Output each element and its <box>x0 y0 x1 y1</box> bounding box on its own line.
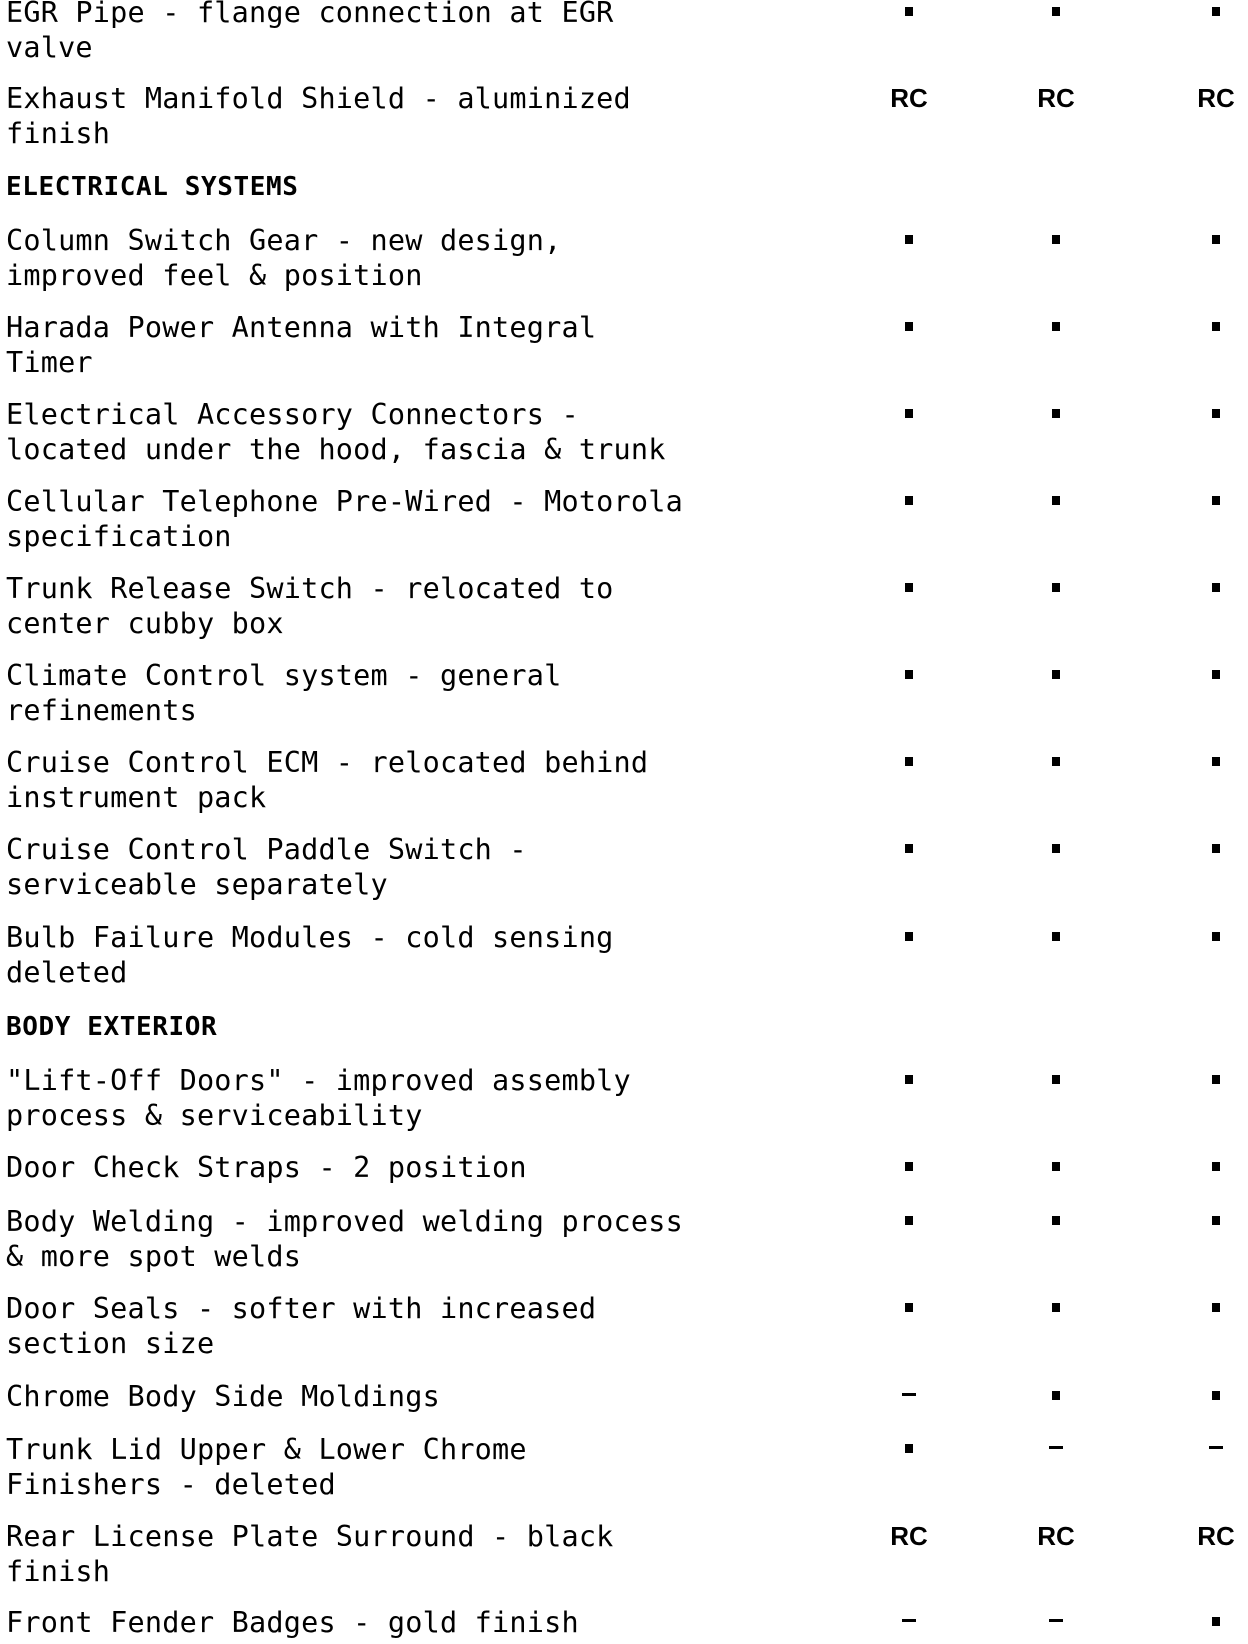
item-description <box>6 1432 806 1502</box>
description-line: Bulb Failure Modules - cold sensing <box>6 921 614 954</box>
bullet-mark <box>1052 1391 1060 1400</box>
description-line: Front Fender Badges - gold finish <box>6 1606 579 1639</box>
item-description <box>6 571 806 641</box>
status-cell <box>1026 81 1086 116</box>
description-line: specification <box>6 520 232 553</box>
description-line: Column Switch Gear - new design, <box>6 224 562 257</box>
description-line: Trunk Release Switch - relocated to <box>6 572 614 605</box>
status-cell <box>879 310 939 345</box>
description-line: located under the hood, fascia & trunk <box>6 433 666 466</box>
status-cell <box>1026 1291 1086 1326</box>
item-description <box>6 397 806 467</box>
status-cell <box>1026 1432 1086 1467</box>
bullet-mark <box>1212 1162 1220 1171</box>
bullet-mark <box>1052 409 1060 418</box>
status-cell <box>879 0 939 30</box>
description-line: Door Check Straps - 2 position <box>6 1151 527 1184</box>
bullet-mark <box>1052 1216 1060 1225</box>
status-cell <box>1026 484 1086 519</box>
bullet-mark <box>1212 670 1220 679</box>
bullet-mark <box>1212 583 1220 592</box>
description-line: refinements <box>6 694 197 727</box>
bullet-mark <box>905 496 913 505</box>
bullet-mark <box>905 409 913 418</box>
status-cell <box>1026 1379 1086 1414</box>
status-cell <box>879 1519 939 1554</box>
status-cell <box>879 1379 939 1414</box>
description-line: process & serviceability <box>6 1099 423 1132</box>
item-description <box>6 1519 806 1589</box>
bullet-mark <box>1052 932 1060 941</box>
status-cell <box>879 1432 939 1467</box>
bullet-mark <box>1212 1303 1220 1312</box>
status-cell <box>1186 920 1246 955</box>
item-description <box>6 745 806 815</box>
description-line: "Lift-Off Doors" - improved assembly <box>6 1064 631 1097</box>
status-cell <box>879 397 939 432</box>
bullet-mark <box>1052 7 1060 16</box>
description-line: deleted <box>6 956 128 989</box>
dash-mark <box>902 1619 916 1622</box>
item-description <box>6 1063 806 1133</box>
status-cell <box>1186 223 1246 258</box>
bullet-mark <box>1052 1075 1060 1084</box>
description-line: EGR Pipe - flange connection at EGR <box>6 0 614 29</box>
description-line: Cruise Control Paddle Switch - <box>6 833 527 866</box>
bullet-mark <box>1212 1216 1220 1225</box>
bullet-mark <box>905 1303 913 1312</box>
bullet-mark <box>905 1075 913 1084</box>
status-cell <box>879 223 939 258</box>
status-cell <box>1186 1519 1246 1554</box>
description-line: Chrome Body Side Moldings <box>6 1380 440 1413</box>
description-line: BODY EXTERIOR <box>6 1012 218 1042</box>
status-cell <box>1186 832 1246 867</box>
bullet-mark <box>1212 932 1220 941</box>
description-line: valve <box>6 31 93 64</box>
status-cell <box>879 484 939 519</box>
status-text: RC <box>1037 83 1075 113</box>
status-cell <box>1186 1063 1246 1098</box>
status-cell <box>1026 310 1086 345</box>
description-line: Door Seals - softer with increased <box>6 1292 597 1325</box>
status-text: RC <box>1197 83 1235 113</box>
item-description <box>6 658 806 728</box>
bullet-mark <box>905 7 913 16</box>
status-cell <box>1186 484 1246 519</box>
status-cell <box>1186 1204 1246 1239</box>
item-description <box>6 81 806 151</box>
bullet-mark <box>1052 670 1060 679</box>
status-cell <box>879 745 939 780</box>
item-description <box>6 1605 806 1640</box>
item-description <box>6 1379 806 1414</box>
description-line: section size <box>6 1327 215 1360</box>
status-cell <box>1186 1150 1246 1185</box>
status-cell <box>1026 1063 1086 1098</box>
description-line: Exhaust Manifold Shield - aluminized <box>6 82 631 115</box>
item-description <box>6 484 806 554</box>
description-line: Electrical Accessory Connectors - <box>6 398 579 431</box>
status-cell <box>879 1150 939 1185</box>
status-cell <box>1026 0 1086 30</box>
status-cell <box>1026 920 1086 955</box>
status-cell <box>879 920 939 955</box>
status-cell <box>879 1204 939 1239</box>
status-cell <box>1026 397 1086 432</box>
bullet-mark <box>1212 409 1220 418</box>
status-cell <box>879 658 939 693</box>
description-line: Rear License Plate Surround - black <box>6 1520 614 1553</box>
status-cell <box>1026 1605 1086 1640</box>
item-description <box>6 832 806 902</box>
status-text: RC <box>1037 1521 1075 1551</box>
description-line: Harada Power Antenna with Integral <box>6 311 597 344</box>
bullet-mark <box>1212 1075 1220 1084</box>
status-cell <box>1186 81 1246 116</box>
item-description <box>6 223 806 293</box>
bullet-mark <box>905 322 913 331</box>
dash-mark <box>1209 1446 1223 1449</box>
bullet-mark <box>1052 1162 1060 1171</box>
status-cell <box>1186 1605 1246 1640</box>
status-cell <box>1026 1519 1086 1554</box>
status-cell <box>1186 1291 1246 1326</box>
status-text: RC <box>890 83 928 113</box>
item-description <box>6 1291 806 1361</box>
description-line: Cellular Telephone Pre-Wired - Motorola <box>6 485 683 518</box>
status-cell <box>879 1605 939 1640</box>
status-cell <box>1186 658 1246 693</box>
description-line: center cubby box <box>6 607 284 640</box>
bullet-mark <box>905 1444 913 1453</box>
bullet-mark <box>905 583 913 592</box>
item-description <box>6 1150 806 1185</box>
item-description <box>6 920 806 990</box>
status-cell <box>879 1291 939 1326</box>
section-heading <box>6 170 806 205</box>
bullet-mark <box>905 235 913 244</box>
bullet-mark <box>1052 496 1060 505</box>
bullet-mark <box>1212 496 1220 505</box>
status-cell <box>1186 0 1246 30</box>
section-heading <box>6 1010 806 1045</box>
description-line: finish <box>6 1555 111 1588</box>
dash-mark <box>1049 1446 1063 1449</box>
bullet-mark <box>905 1162 913 1171</box>
status-cell <box>879 571 939 606</box>
bullet-mark <box>1052 235 1060 244</box>
description-line: serviceable separately <box>6 868 388 901</box>
item-description <box>6 1204 806 1274</box>
description-line: & more spot welds <box>6 1240 302 1273</box>
description-line: Cruise Control ECM - relocated behind <box>6 746 649 779</box>
description-line: Timer <box>6 346 93 379</box>
bullet-mark <box>1052 844 1060 853</box>
bullet-mark <box>1052 583 1060 592</box>
status-cell <box>1026 1204 1086 1239</box>
bullet-mark <box>1052 322 1060 331</box>
status-cell <box>1026 745 1086 780</box>
description-line: Body Welding - improved welding process <box>6 1205 683 1238</box>
status-cell <box>1026 832 1086 867</box>
description-line: instrument pack <box>6 781 267 814</box>
description-line: Trunk Lid Upper & Lower Chrome <box>6 1433 527 1466</box>
status-cell <box>1026 223 1086 258</box>
bullet-mark <box>1212 757 1220 766</box>
bullet-mark <box>1212 322 1220 331</box>
status-cell <box>1186 571 1246 606</box>
status-cell <box>1186 745 1246 780</box>
bullet-mark <box>905 1216 913 1225</box>
status-cell <box>1026 571 1086 606</box>
item-description <box>6 310 806 380</box>
description-line: Climate Control system - general <box>6 659 562 692</box>
status-cell <box>1186 1379 1246 1414</box>
status-cell <box>1026 658 1086 693</box>
bullet-mark <box>1212 235 1220 244</box>
dash-mark <box>902 1393 916 1396</box>
item-description <box>6 0 806 65</box>
status-cell <box>879 1063 939 1098</box>
bullet-mark <box>905 757 913 766</box>
status-cell <box>1026 1150 1086 1185</box>
description-line: finish <box>6 117 111 150</box>
status-cell <box>1186 310 1246 345</box>
bullet-mark <box>1212 844 1220 853</box>
bullet-mark <box>1052 757 1060 766</box>
status-text: RC <box>1197 1521 1235 1551</box>
description-line: improved feel & position <box>6 259 423 292</box>
dash-mark <box>1049 1619 1063 1622</box>
description-line: ELECTRICAL SYSTEMS <box>6 172 299 202</box>
bullet-mark <box>905 670 913 679</box>
status-text: RC <box>890 1521 928 1551</box>
bullet-mark <box>1212 7 1220 16</box>
bullet-mark <box>905 844 913 853</box>
bullet-mark <box>905 932 913 941</box>
status-cell <box>879 832 939 867</box>
status-cell <box>1186 1432 1246 1467</box>
bullet-mark <box>1212 1391 1220 1400</box>
status-cell <box>879 81 939 116</box>
description-line: Finishers - deleted <box>6 1468 336 1501</box>
bullet-mark <box>1052 1303 1060 1312</box>
status-cell <box>1186 397 1246 432</box>
bullet-mark <box>1212 1617 1220 1626</box>
